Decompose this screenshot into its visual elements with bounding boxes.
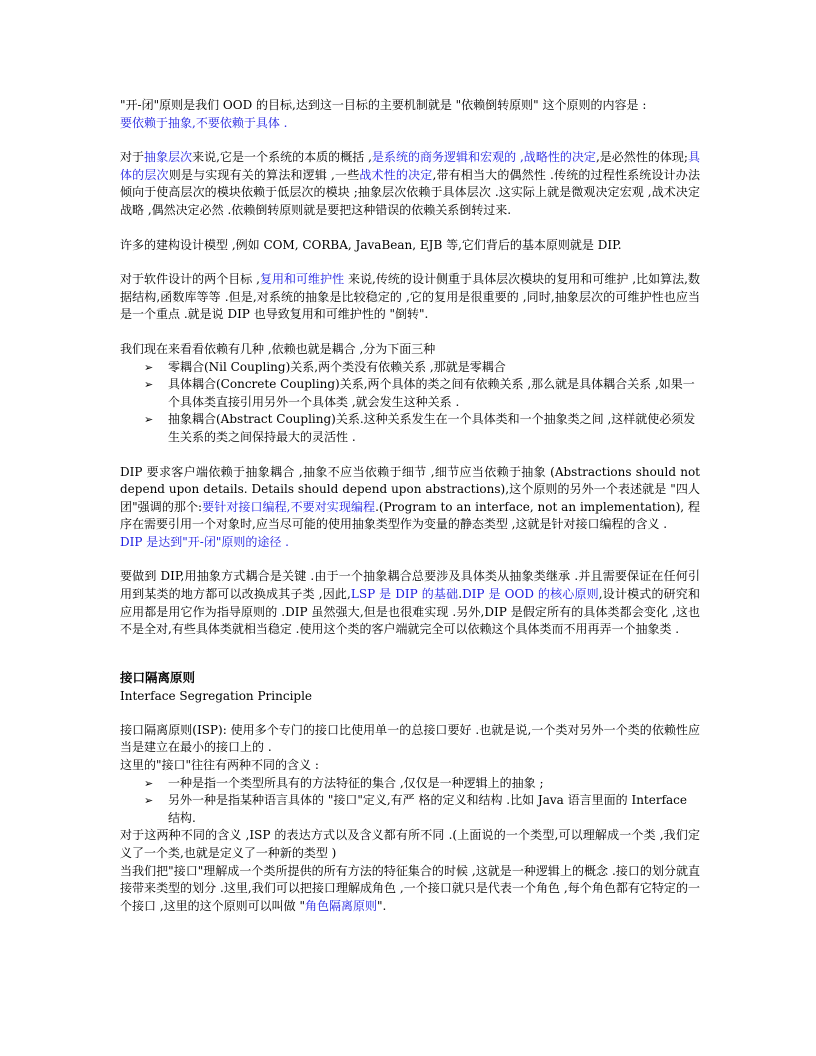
text-run: 来说,它是一个系统的本质的概括 , [192, 150, 372, 165]
list-item-text: 抽象耦合(Abstract Coupling)关系.这种关系发生在一个具体类和一个抽象类之间 ,这样就使必须发生关系的类之间保持最大的灵活性 . [168, 412, 696, 444]
text-run: ,设计模式的研究和应用都是用它作为指导原则的 .DIP 虽然强大,但是也很难实现 .另外,DIP 是假定所有的具体类都会变化 ,这也不是全对,有些具体类就相当稳定 .使用这个类的客户端就完全可以依赖这个具体类而不用再弄一个抽象类 . [120, 587, 700, 637]
highlight-run: 战术性的决定 [359, 167, 433, 182]
paragraph-dip-implementation [120, 568, 700, 638]
text-run: 当我们把"接口"理解成一个类所提供的所有方法的特征集合的时候 ,这就是一种逻辑上的概念 .接口的划分就直接带来类型的划分 .这里,我们可以把接口理解成角色 ,一个接口就只是代表一个角色 ,每个角色都有它特定的一个接口 ,这里的这个原则可以叫做 " [120, 863, 700, 913]
highlight-run: 角色隔离原则 [304, 898, 377, 913]
paragraph-ocp-intro [120, 97, 700, 132]
paragraph-isp-meanings-differ: 对于这两种不同的含义 ,ISP 的表达方式以及含义都有所不同 .(上面说的一个类型,可以理解成一个类 ,我们定义了一个类,也就是定义了一种新的类型 ) [120, 828, 700, 860]
list-item-text: 零耦合(Nil Coupling)关系,两个类没有依赖关系 ,那就是零耦合 [168, 359, 506, 374]
list-item [144, 376, 700, 411]
paragraph-reuse-maintainability [120, 271, 700, 324]
section-subtitle: Interface Segregation Principle [120, 688, 313, 703]
text-run: 对于软件设计的两个目标 , [120, 272, 260, 287]
document-page [120, 97, 700, 915]
highlight-run: DIP 是达到"开-闭"原则的途径 . [120, 534, 289, 549]
text-run: ". [376, 898, 387, 913]
text-run: 则是与实现有关的算法和逻辑 ,一些 [168, 167, 360, 182]
text-run: DIP 要求客户端依赖于抽象耦合 ,抽象不应当依赖于细节 ,细节应当依赖于抽象 (Abstractions should not depend upon details. Details should depend upon abstractions),这个原则的另外一个表述就是 "四人团"强调的那个: [120, 464, 700, 514]
paragraph-coupling-intro: 我们现在来看看依赖有几种 ,依赖也就是耦合 ,分为下面三种 [120, 341, 436, 356]
list-item-text: 具体耦合(Concrete Coupling)关系,两个具体的类之间有依赖关系 ,那么就是具体耦合关系 ,如果一个具体类直接引用另外一个具体类 ,就会发生这种关系 . [168, 377, 695, 409]
list-item [144, 792, 700, 827]
arrow-bullet-icon: ➢ [144, 413, 154, 427]
paragraph-role-segregation [120, 863, 700, 916]
text-run: 来说,传统的设计侧重于具体层次模块的复用和可维护 ,比如算法,数据结构,函数库等等 .但是,对系统的抽象是比较稳定的 ,它的复用是很重要的 ,同时,抽象层次的可维护性也应当是一个重点 .就是说 DIP 也导致复用和可维护性的 "倒转". [120, 272, 700, 322]
ocp-intro-text: "开-闭"原则是我们 OOD 的目标,达到这一目标的主要机制就是 "依赖倒转原则" 这个原则的内容是 : [120, 98, 647, 112]
highlight-run: 是系统的商务逻辑和宏观的 ,战略性的决定 [371, 150, 596, 165]
arrow-bullet-icon: ➢ [144, 794, 154, 808]
paragraph-component-models: 许多的建构设计模型 ,例如 COM, CORBA, JavaBean, EJB 等,它们背后的基本原则就是 DIP. [120, 237, 622, 252]
paragraph-abstraction-levels [120, 149, 700, 219]
text-run: 要做到 DIP,用抽象方式耦合是关键 .由于一个抽象耦合总要涉及具体类从抽象类继承 .并且需要保证在任何引用到某类的地方都可以改换成其子类 ,因此, [120, 569, 700, 602]
highlight-run: 要针对接口编程,不要对实现编程 [202, 499, 376, 514]
text-run: ,是必然性的体现; [595, 150, 688, 165]
text-run: 对于 [120, 150, 145, 165]
list-item [144, 775, 700, 793]
list-item [144, 411, 700, 446]
paragraph-interface-meanings: 这里的"接口"往往有两种不同的含义 : [120, 758, 319, 773]
arrow-bullet-icon: ➢ [144, 378, 154, 392]
list-item [144, 359, 700, 377]
highlight-run: 抽象层次 [144, 150, 193, 165]
section-title: 接口隔离原则 [120, 669, 196, 685]
text-run: ,带有相当大的偶然性 .传统的过程性系统设计办法倾向于使高层次的模块依赖于低层次的模块 ;抽象层次依赖于具体层次 .这实际上就是微观决定宏观 ,战术决定战略 ,偶然决定必然 .依赖倒转原则就是要把这种错误的依赖关系倒转过来. [120, 167, 700, 217]
list-item-text: 一种是指一个类型所具有的方法特征的集合 ,仅仅是一种逻辑上的抽象 ; [168, 775, 544, 790]
paragraph-dip-requirements [120, 464, 700, 552]
arrow-bullet-icon: ➢ [144, 360, 154, 374]
list-item-text: 另外一种是指某种语言具体的 "接口"定义,有严 格的定义和结构 .比如 Java 语言里面的 Interface 结构. [168, 793, 688, 825]
highlight-run: 具体的层次 [120, 150, 700, 182]
coupling-list [120, 359, 700, 447]
highlight-run: DIP 是 OOD 的核心原则 [462, 587, 599, 602]
highlight-run: LSP 是 DIP 的基础 [350, 587, 459, 602]
dip-principle-highlight: 要依赖于抽象,不要依赖于具体 . [120, 115, 288, 130]
text-run: . [458, 587, 463, 602]
interface-meaning-list [120, 775, 700, 828]
arrow-bullet-icon: ➢ [144, 776, 154, 790]
highlight-run: 复用和可维护性 [259, 272, 345, 287]
text-run: .(Program to an interface, not an implementation), 程序在需要引用一个对象时,应当尽可能的使用抽象类型作为变量的静态类型 ,这就是针对接口编程的含义 . [120, 499, 700, 532]
paragraph-isp-definition: 接口隔离原则(ISP): 使用多个专门的接口比使用单一的总接口要好 .也就是说,一个类对另外一个类的依赖性应当是建立在最小的接口上的 . [120, 722, 700, 755]
